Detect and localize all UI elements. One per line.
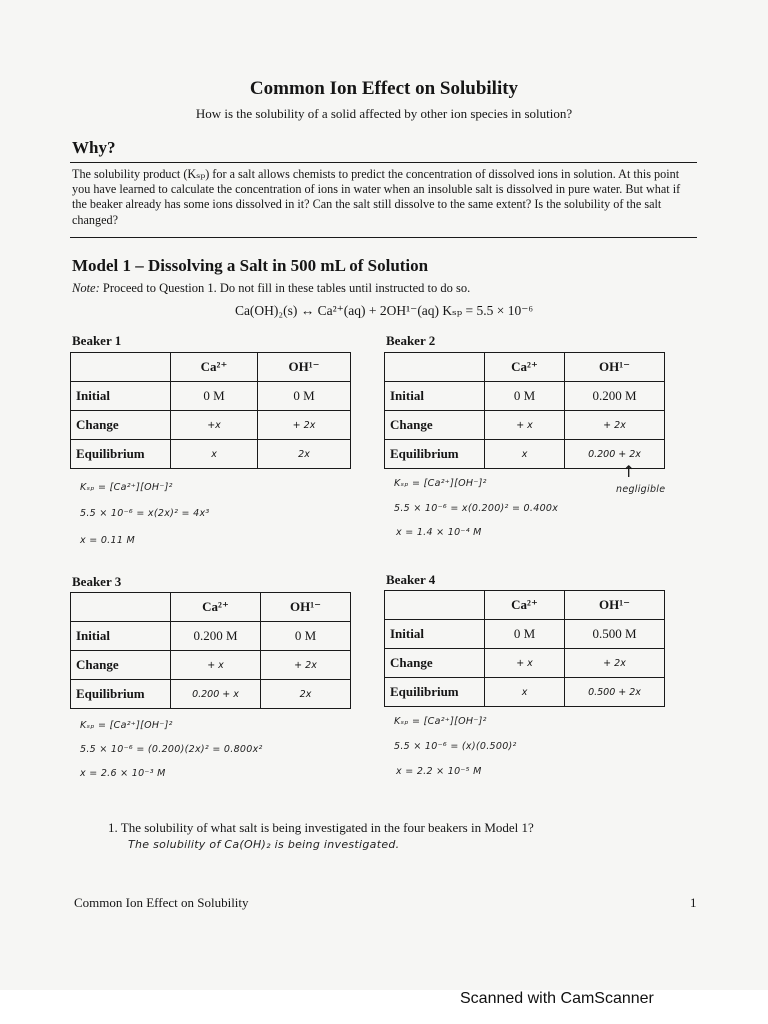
header-ca: Ca²⁺ — [171, 593, 261, 622]
beaker-1-table — [70, 352, 351, 469]
reaction-equation: Ca(OH)₂(s) ↔ Ca²⁺(aq) + 2OH¹⁻(aq) Kₛₚ = 5.5 × 10⁻⁶ — [234, 303, 534, 318]
beaker-3-work-line: x = 2.6 × 10⁻³ M — [80, 768, 166, 779]
oh-equilibrium: 0.500 + 2x — [565, 678, 665, 707]
beaker-3-label: Beaker 3 — [72, 574, 122, 589]
why-paragraph: The solubility product (Kₛₚ) for a salt allows chemists to predict the concentration of dissolved ions in solution. At this point you have learned to calculate the concentration of ions in water when an insoluble salt is dissolved in pure water. But what if the beaker already has some ions dissolved in it? Can the salt still dissolve to the same extent? Is the solubility of the salt changed? — [72, 167, 681, 227]
beaker-3-work-line: Kₛₚ = [Ca²⁺][OH⁻]² — [80, 720, 173, 731]
ca-change: +x — [171, 411, 258, 440]
note-label: Note: — [72, 281, 100, 295]
beaker-2-table — [384, 352, 665, 469]
ca-initial: 0 M — [485, 620, 565, 649]
beaker-3-work-line: 5.5 × 10⁻⁶ = (0.200)(2x)² = 0.800x² — [80, 744, 263, 755]
row-change: Change — [385, 411, 485, 440]
oh-equilibrium: 2x — [258, 440, 351, 469]
header-ca: Ca²⁺ — [171, 353, 258, 382]
footer-title: Common Ion Effect on Solubility — [74, 895, 249, 910]
row-equilibrium: Equilibrium — [385, 440, 485, 469]
beaker-1-work-line: Kₛₚ = [Ca²⁺][OH⁻]² — [80, 482, 173, 493]
row-initial: Initial — [385, 382, 485, 411]
beaker-1-work-line: 5.5 × 10⁻⁶ = x(2x)² = 4x³ — [80, 508, 210, 519]
row-change: Change — [385, 649, 485, 678]
note-line — [72, 281, 470, 296]
divider — [70, 237, 697, 238]
ca-equilibrium: x — [485, 678, 565, 707]
arrow-up-icon: ↑ — [622, 462, 636, 481]
header-oh: OH¹⁻ — [258, 353, 351, 382]
oh-initial: 0 M — [258, 382, 351, 411]
oh-initial: 0.200 M — [565, 382, 665, 411]
oh-initial: 0 M — [261, 622, 351, 651]
header-oh: OH¹⁻ — [565, 591, 665, 620]
beaker-2-label: Beaker 2 — [386, 333, 436, 348]
beaker-2-work-line: Kₛₚ = [Ca²⁺][OH⁻]² — [394, 478, 487, 489]
page-subtitle: How is the solubility of a solid affected by other ion species in solution? — [195, 106, 573, 121]
oh-initial: 0.500 M — [565, 620, 665, 649]
note-text: Proceed to Question 1. Do not fill in these tables until instructed to do so. — [99, 281, 471, 295]
header-ca: Ca²⁺ — [485, 591, 565, 620]
ca-change: + x — [485, 649, 565, 678]
beaker-1-label: Beaker 1 — [72, 333, 122, 348]
header-blank — [71, 353, 171, 382]
model-heading: Model 1 – Dissolving a Salt in 500 mL of Solution — [72, 256, 429, 275]
divider — [70, 162, 697, 163]
ca-equilibrium: x — [171, 440, 258, 469]
row-change: Change — [71, 651, 171, 680]
beaker-1-work-line: x = 0.11 M — [80, 535, 135, 546]
row-initial: Initial — [385, 620, 485, 649]
beaker-2-note: negligible — [616, 484, 666, 495]
ca-initial: 0 M — [485, 382, 565, 411]
beaker-4-work-line: 5.5 × 10⁻⁶ = (x)(0.500)² — [394, 741, 517, 752]
beaker-3-table — [70, 592, 351, 709]
header-oh: OH¹⁻ — [261, 593, 351, 622]
oh-change: + 2x — [565, 411, 665, 440]
row-equilibrium: Equilibrium — [71, 680, 171, 709]
question-1: 1. The solubility of what salt is being investigated in the four beakers in Model 1? — [108, 820, 534, 835]
beaker-2-work-line: 5.5 × 10⁻⁶ = x(0.200)² = 0.400x — [394, 503, 559, 514]
beaker-4-table — [384, 590, 665, 707]
page-number: 1 — [690, 895, 697, 910]
row-equilibrium: Equilibrium — [385, 678, 485, 707]
header-blank — [71, 593, 171, 622]
oh-equilibrium: 2x — [261, 680, 351, 709]
ca-initial: 0.200 M — [171, 622, 261, 651]
beaker-4-work-line: Kₛₚ = [Ca²⁺][OH⁻]² — [394, 716, 487, 727]
beaker-4-label: Beaker 4 — [386, 572, 436, 587]
row-initial: Initial — [71, 382, 171, 411]
scanner-watermark: Scanned with CamScanner — [460, 990, 654, 1007]
oh-change: + 2x — [261, 651, 351, 680]
header-oh: OH¹⁻ — [565, 353, 665, 382]
beaker-4-work-line: x = 2.2 × 10⁻⁵ M — [396, 766, 482, 777]
ca-change: + x — [171, 651, 261, 680]
oh-equilibrium: 0.200 + 2x — [565, 440, 665, 469]
header-blank — [385, 353, 485, 382]
row-equilibrium: Equilibrium — [71, 440, 171, 469]
page-title: Common Ion Effect on Solubility — [249, 78, 519, 99]
question-1-answer: The solubility of Ca(OH)₂ is being investigated. — [128, 838, 400, 851]
ca-change: + x — [485, 411, 565, 440]
ca-equilibrium: 0.200 + x — [171, 680, 261, 709]
oh-change: + 2x — [565, 649, 665, 678]
ca-equilibrium: x — [485, 440, 565, 469]
header-ca: Ca²⁺ — [485, 353, 565, 382]
oh-change: + 2x — [258, 411, 351, 440]
beaker-2-work-line: x = 1.4 × 10⁻⁴ M — [396, 527, 482, 538]
header-blank — [385, 591, 485, 620]
row-change: Change — [71, 411, 171, 440]
row-initial: Initial — [71, 622, 171, 651]
ca-initial: 0 M — [171, 382, 258, 411]
why-heading: Why? — [72, 138, 116, 157]
